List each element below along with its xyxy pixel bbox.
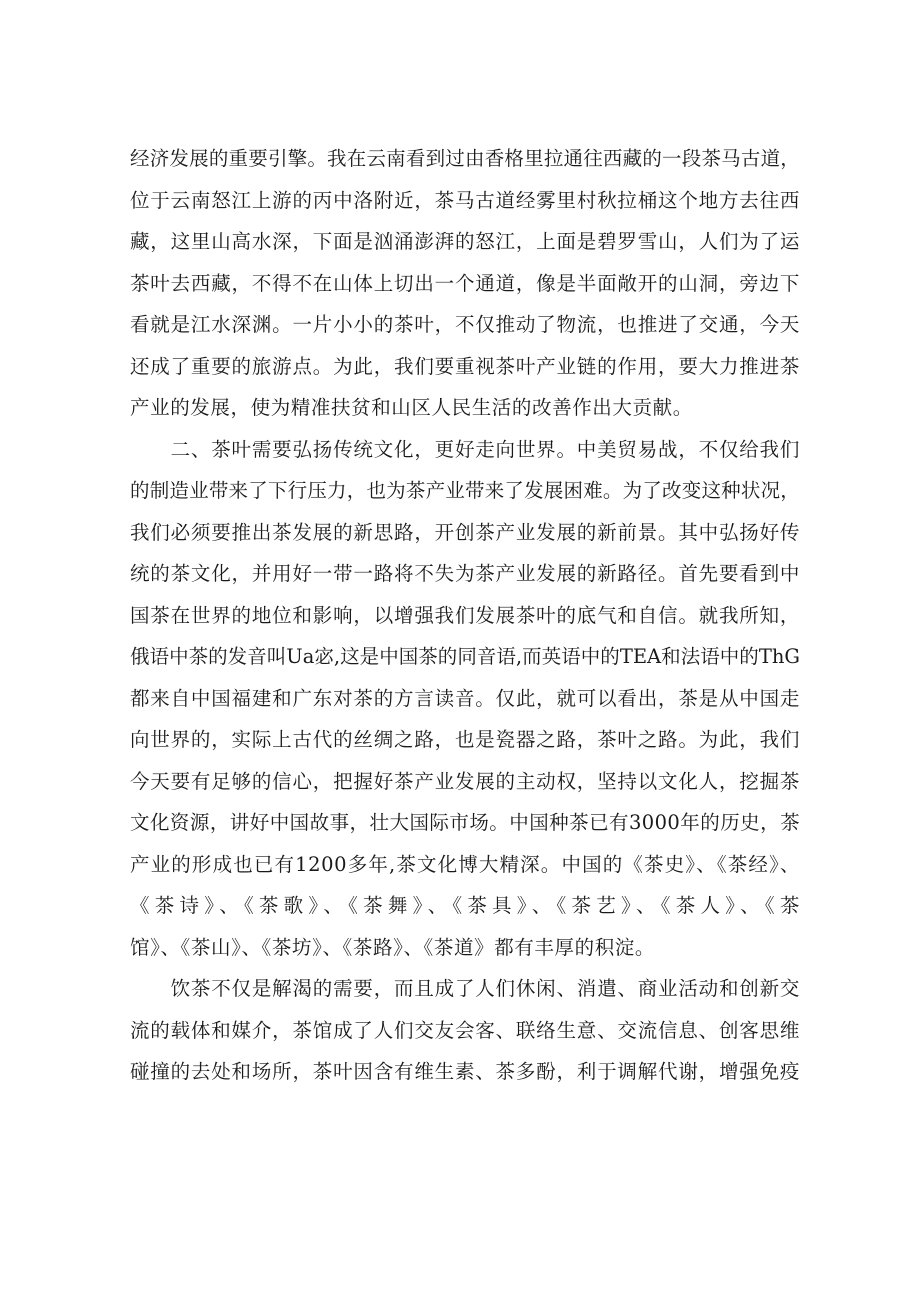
text-line: 产业的形成也已有1200多年,茶文化博大精深。中国的《茶史》、《茶经》、: [130, 852, 800, 876]
text-line: 都来自中国福建和广东对茶的方言读音。仅此，就可以看出，茶是从中国走: [130, 686, 800, 710]
text-line: 的制造业带来了下行压力，也为茶产业带来了发展困难。为了改变这种状况，: [130, 479, 800, 502]
text-line: 国茶在世界的地位和影响，以增强我们发展茶叶的底气和自信。就我所知，: [130, 603, 800, 627]
text-line: 碰撞的去处和场所，茶叶因含有维生素、茶多酚，利于调解代谢，增强免疫: [130, 1060, 800, 1083]
text-line: 茶叶去西藏，不得不在山体上切出一个通道，像是半面敞开的山洞，旁边下: [130, 271, 800, 295]
text-line: 二、茶叶需要弘扬传统文化，更好走向世界。中美贸易战，不仅给我们: [130, 437, 800, 461]
text-line: 向世界的，实际上古代的丝绸之路，也是瓷器之路，茶叶之路。为此，我们: [130, 728, 800, 751]
paragraph-tea-drinking: [130, 968, 800, 1093]
text-line: 文化资源，讲好中国故事，壮大国际市场。中国种茶已有3000年的历史，茶: [130, 811, 800, 834]
text-line: 今天要有足够的信心，把握好茶产业发展的主动权，坚持以文化人，挖掘茶: [130, 769, 800, 793]
text-line: 藏，这里山高水深，下面是汹涌澎湃的怒江，上面是碧罗雪山，人们为了运: [130, 230, 800, 253]
text-line: 《茶诗》、《茶歌》、《茶舞》、《茶具》、《茶艺》、《茶人》、《茶: [130, 894, 800, 917]
text-line: 饮茶不仅是解渴的需要，而且成了人们休闲、消遣、商业活动和创新交: [130, 977, 800, 1000]
text-line: 位于云南怒江上游的丙中洛附近，茶马古道经雾里村秋拉桶这个地方去往西: [130, 188, 800, 212]
text-line: 流的载体和媒介，茶馆成了人们交友会客、联络生意、交流信息、创客思维: [130, 1018, 800, 1042]
text-line: 馆》、《茶山》、《茶坊》、《茶路》、《茶道》都有丰厚的积淀。: [130, 935, 656, 959]
text-line: 看就是江水深渊。一片小小的茶叶，不仅推动了物流，也推进了交通，今天: [130, 313, 800, 336]
paragraph-tea-culture: [130, 429, 800, 969]
text-line: 我们必须要推出茶发展的新思路，开创茶产业发展的新前景。其中弘扬好传: [130, 520, 800, 544]
text-line: 产业的发展，使为精准扶贫和山区人民生活的改善作出大贡献。: [130, 396, 693, 419]
text-line: 还成了重要的旅游点。为此，我们要重视茶叶产业链的作用，要大力推进茶: [130, 354, 800, 378]
text-line: 俄语中茶的发音叫Ua宓,这是中国茶的同音语,而英语中的TEA和法语中的ThG: [130, 645, 800, 668]
text-line: 统的茶文化，并用好一带一路将不失为茶产业发展的新路径。首先要看到中: [130, 562, 800, 585]
document-body: [130, 138, 800, 1093]
paragraph-tea-horse-road: [130, 138, 800, 429]
text-line: 经济发展的重要引擎。我在云南看到过由香格里拉通往西藏的一段茶马古道，: [130, 147, 800, 170]
